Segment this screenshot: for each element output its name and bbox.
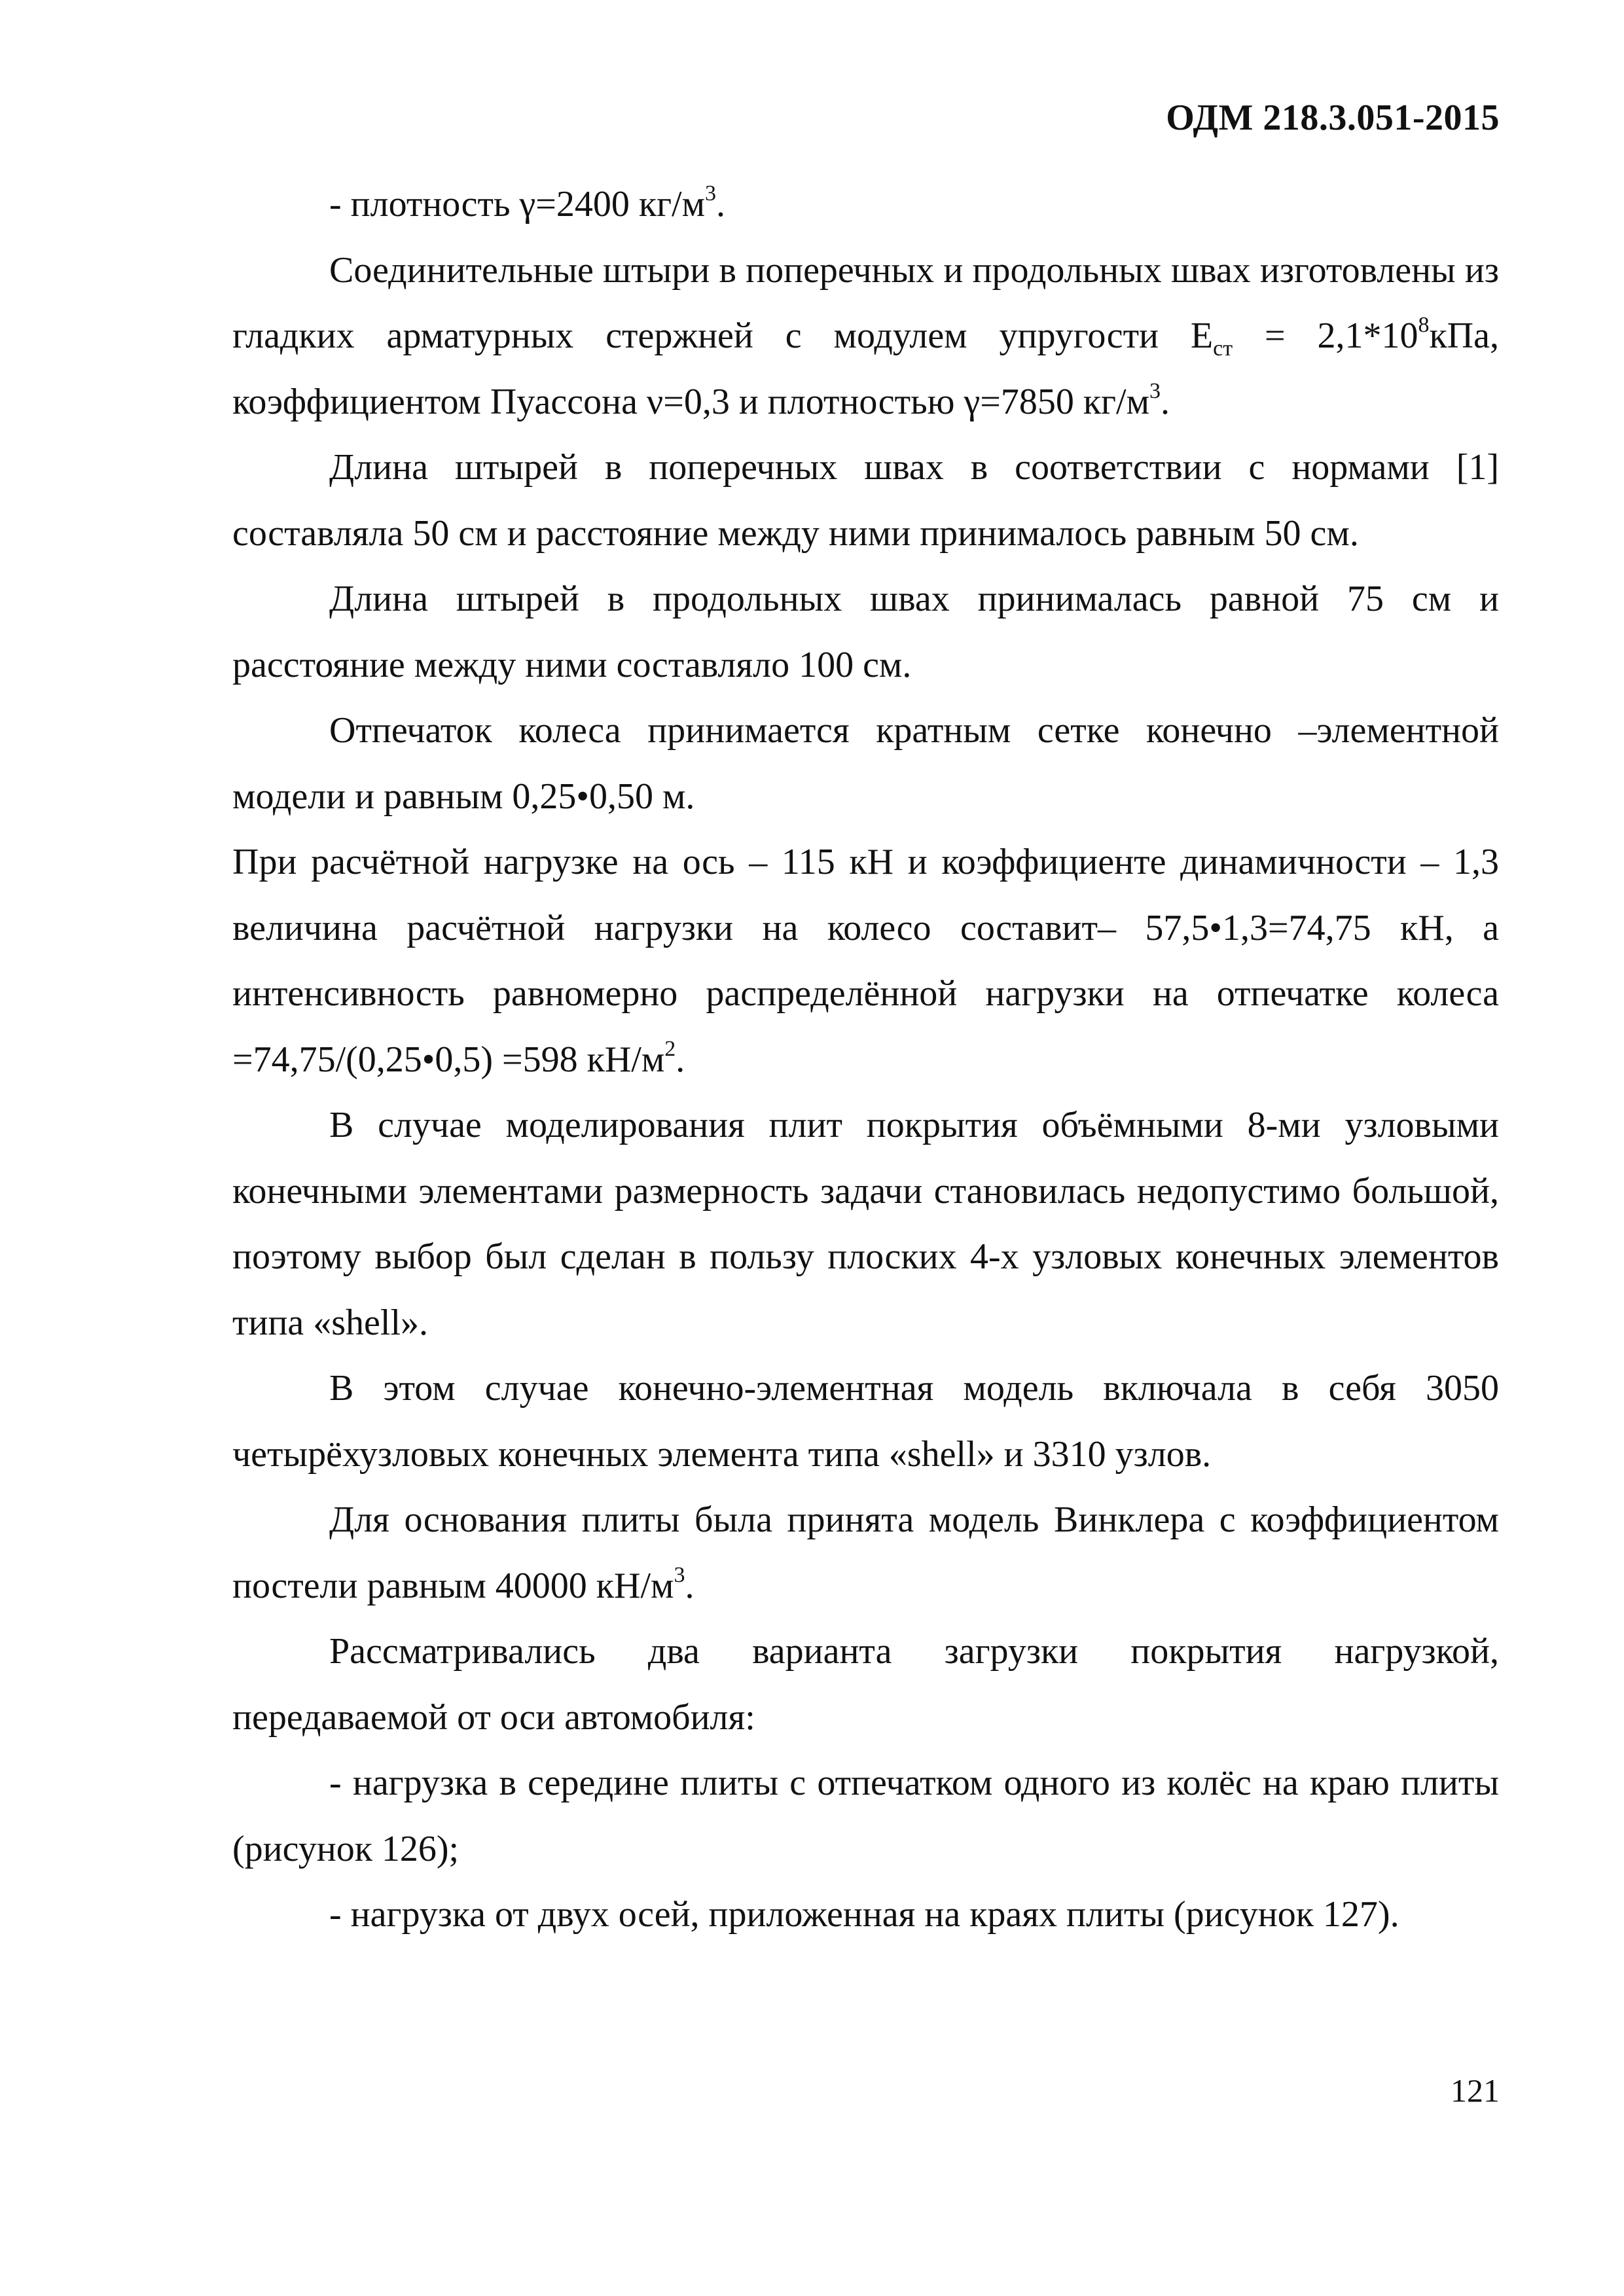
document-code-header: ОДМ 218.3.051-2015: [1166, 98, 1500, 138]
paragraph-wheel-print: Отпечаток колеса принимается кратным сетке конечно –элементной модели и равным 0,25•0,50 м.: [232, 710, 1499, 817]
paragraph-variant-1: - нагрузка в середине плиты с отпечатком одного из колёс на краю плиты (рисунок 126);: [232, 1763, 1499, 1869]
text-run: .: [685, 1565, 695, 1606]
paragraph-variant-2: - нагрузка от двух осей, приложенная на краях плиты (рисунок 127).: [329, 1894, 1399, 1935]
text-run: .: [676, 1039, 685, 1080]
text-run: кПа, коэффициентом Пуассона ν=0,3 и плотностью γ=7850 кг/м: [232, 315, 1499, 422]
paragraph-connecting-pins: [232, 238, 1499, 435]
superscript: 3: [705, 181, 717, 206]
text-run: .: [1161, 381, 1170, 422]
text-run: .: [716, 184, 726, 224]
subscript: ст: [1213, 336, 1233, 361]
text-run: Соединительные штыри в поперечных и продольных швах изготовлены из гладких арматурных стержней с модулем упругости Е: [232, 249, 1499, 356]
superscript: 8: [1418, 313, 1430, 338]
paragraph-winkler-model: [232, 1487, 1499, 1619]
paragraph-modeling-case: В случае моделирования плит покрытия объёмными 8-ми узловыми конечными элементами размерность задачи становилась недопустимо большой, поэтому выбор был сделан в пользу плоских 4-х узловых конечных элементов типа «shell».: [232, 1105, 1499, 1343]
paragraph-load-variants: Рассматривались два варианта загрузки покрытия нагрузкой, передаваемой от оси автомобиля:: [232, 1631, 1499, 1738]
paragraph-design-load: [232, 829, 1499, 1092]
paragraph-transverse-pins: Длина штырей в поперечных швах в соответствии с нормами [1] составляла 50 см и расстояние между ними принималось равным 50 см.: [232, 447, 1499, 554]
superscript: 3: [1149, 378, 1161, 403]
superscript: 2: [664, 1036, 676, 1061]
paragraph-fe-model: В этом случае конечно-элементная модель включала в себя 3050 четырёхузловых конечных элемента типа «shell» и 3310 узлов.: [232, 1368, 1499, 1475]
paragraph-longitudinal-pins: Длина штырей в продольных швах принималась равной 75 см и расстояние между ними составляло 100 см.: [232, 579, 1499, 685]
page-number: 121: [1451, 2072, 1500, 2109]
body-text: [232, 171, 1499, 1948]
text-run: При расчётной нагрузке на ось – 115 кН и коэффициенте динамичности – 1,3 величина расчётной нагрузки на колесо составит– 57,5•1,3=74,75 кН, а интенсивность равномерно распределённой нагрузки на отпечатке колеса =74,75/(0,25•0,5) =598 кН/м: [232, 842, 1499, 1080]
text-run: = 2,1*10: [1233, 315, 1418, 356]
superscript: 3: [674, 1562, 685, 1587]
paragraph-density: [232, 171, 1499, 238]
text-run: - плотность γ=2400 кг/м: [329, 184, 706, 224]
text-run: Для основания плиты была принята модель Винклера с коэффициентом постели равным 40000 кН/м: [232, 1499, 1499, 1606]
